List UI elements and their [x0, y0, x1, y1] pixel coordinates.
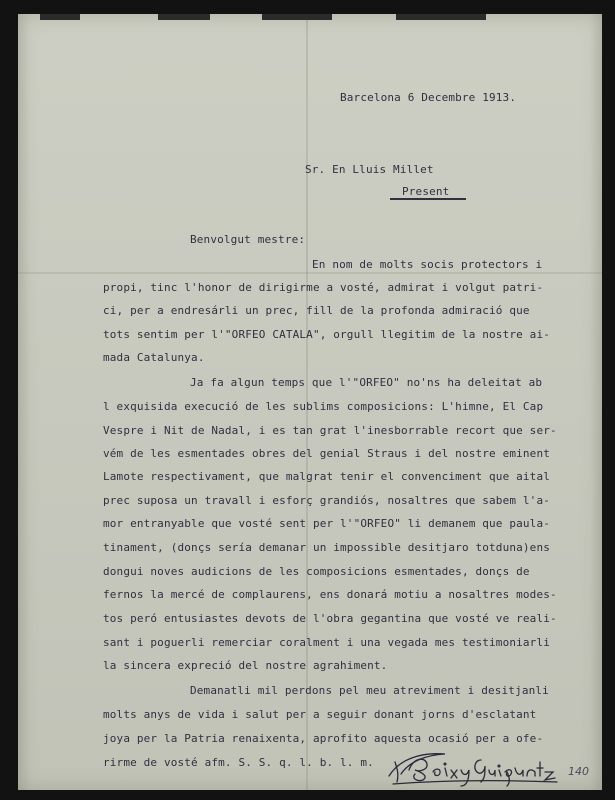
body-line: joya per la Patria renaixenta, aprofito aquesta ocasió per a ofe-: [103, 732, 544, 745]
body-line: prec suposa un travall i esforç grandiós, nosaltres que sabem l'a-: [103, 494, 550, 507]
body-line: vém de les esmentades obres del genial Straus i del nostre eminent: [103, 447, 550, 460]
top-edge-mark: [396, 14, 486, 20]
body-line: mada Catalunya.: [103, 351, 205, 364]
body-line: molts anys de vida i salut per a seguir donant jorns d'esclatant: [103, 708, 537, 721]
body-line: mor entranyable que vosté sent per l'"ORFEO" li demanem que paula-: [103, 517, 550, 530]
handwritten-signature: [385, 742, 563, 788]
body-line: l exquisida execució de les sublims composicions: L'himne, El Cap: [103, 400, 544, 413]
body-line: ci, per a endresárli un prec, fill de la profonda admiració que: [103, 304, 530, 317]
recipient-present: Present: [402, 185, 450, 198]
body-line: tots sentim per l'"ORFEO CATALA", orgull llegitim de la nostre ai-: [103, 328, 550, 341]
letter-date: Barcelona 6 Decembre 1913.: [340, 91, 517, 104]
page-number: 140: [568, 765, 589, 778]
body-line: Ja fa algun temps que l'"ORFEO" no'ns ha deleitat ab: [190, 376, 543, 389]
recipient-name: Sr. En Lluis Millet: [305, 163, 434, 176]
top-edge-mark: [262, 14, 332, 20]
body-line: Demanatli mil perdons pel meu atreviment i desitjanli: [190, 684, 549, 697]
body-line: fernos la mercé de complaurens, ens donará motiu a nosaltres modes-: [103, 588, 557, 601]
body-line: sant i poguerli remerciar coralment i una vegada mes testimoniarli: [103, 636, 550, 649]
body-line: rirme de vosté afm. S. S. q. l. b. l. m.: [103, 756, 374, 769]
body-line: En nom de molts socis protectors i: [312, 258, 543, 271]
body-line: tinament, (donçs sería demanar un impossible desitjaro totduna)ens: [103, 541, 550, 554]
body-line: Vespre i Nit de Nadal, i es tan grat l'inesborrable recort que ser-: [103, 424, 557, 437]
fold-crease-horizontal: [18, 272, 602, 274]
body-line: tos peró entusiastes devots de l'obra gegantina que vosté ve reali-: [103, 612, 557, 625]
body-line: dongui noves audicions de les composicions esmentades, donçs de: [103, 565, 530, 578]
top-edge-mark: [158, 14, 210, 20]
body-line: propi, tinc l'honor de dirigirme a vosté, admirat i volgut patri-: [103, 281, 544, 294]
body-line: Lamote respectivament, que malgrat tenir el convenciment que aital: [103, 470, 550, 483]
body-line: la sincera expreció del nostre agrahiment.: [103, 659, 388, 672]
top-edge-mark: [40, 14, 80, 20]
present-underline: [390, 198, 466, 200]
salutation: Benvolgut mestre:: [190, 233, 306, 246]
